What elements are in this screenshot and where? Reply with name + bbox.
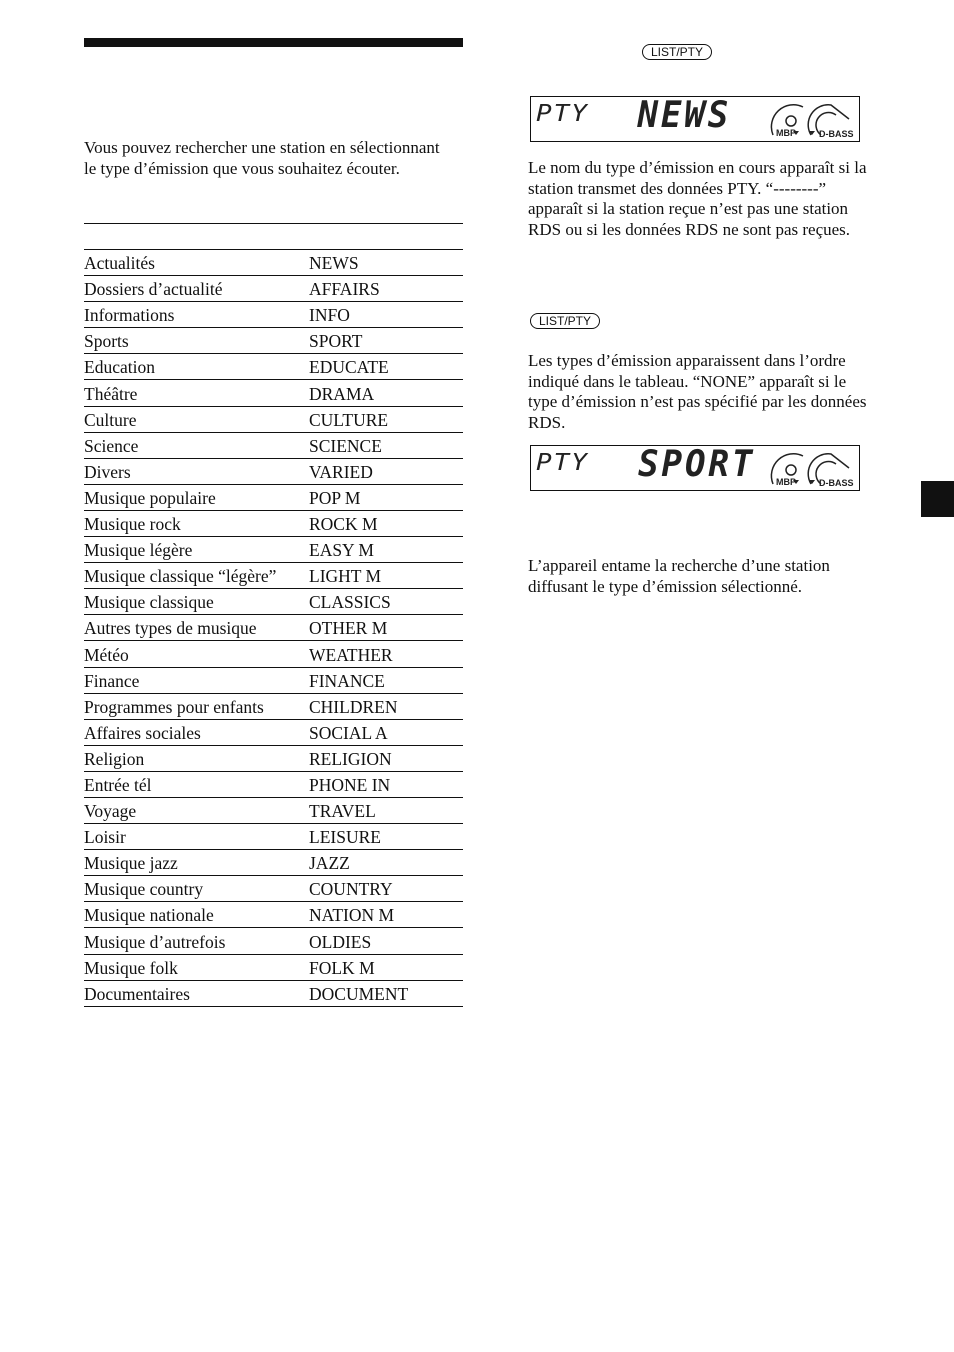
table-row bbox=[84, 824, 463, 850]
pty-table-body bbox=[84, 250, 463, 1007]
table-row bbox=[84, 693, 463, 719]
table-row bbox=[84, 615, 463, 641]
display-code-cell: CHILDREN bbox=[309, 693, 463, 719]
intro-paragraph: Vous pouvez rechercher une station en sélectionnant le type d’émission que vous souhaitez écouter. bbox=[84, 138, 440, 178]
program-type-cell: Musique classique bbox=[84, 589, 309, 615]
program-type-cell: Musique classique “légère” bbox=[84, 563, 309, 589]
display-code-cell: SPORT bbox=[309, 328, 463, 354]
program-type-cell: Loisir bbox=[84, 824, 309, 850]
program-type-cell: Théâtre bbox=[84, 380, 309, 406]
display-code-cell: AFFAIRS bbox=[309, 276, 463, 302]
table-header-row bbox=[84, 224, 463, 250]
section-header-rule bbox=[84, 38, 463, 47]
table-row bbox=[84, 250, 463, 276]
paragraph-order-info: Les types d’émission apparaissent dans l’ordre indiqué dans le tableau. “NONE” apparaît si le type d’émission n’est pas spécifié par les données RDS. bbox=[528, 351, 867, 432]
program-type-cell: Finance bbox=[84, 667, 309, 693]
display-code-cell: NATION M bbox=[309, 902, 463, 928]
table-row bbox=[84, 432, 463, 458]
program-type-cell: Culture bbox=[84, 406, 309, 432]
program-type-cell: Musique populaire bbox=[84, 484, 309, 510]
program-type-cell: Voyage bbox=[84, 797, 309, 823]
program-type-cell: Education bbox=[84, 354, 309, 380]
program-type-cell: Musique jazz bbox=[84, 850, 309, 876]
table-row bbox=[84, 876, 463, 902]
mbp-dbass-icon bbox=[531, 97, 861, 143]
table-row bbox=[84, 902, 463, 928]
program-type-cell: Musique légère bbox=[84, 537, 309, 563]
dbass-label: D-BASS bbox=[819, 129, 854, 139]
table-row bbox=[84, 328, 463, 354]
display-code-cell: FOLK M bbox=[309, 954, 463, 980]
table-row bbox=[84, 850, 463, 876]
program-type-cell: Météo bbox=[84, 641, 309, 667]
display-code-cell: FINANCE bbox=[309, 667, 463, 693]
program-type-cell: Programmes pour enfants bbox=[84, 693, 309, 719]
display-code-cell: EASY M bbox=[309, 537, 463, 563]
display-code-cell: INFO bbox=[309, 302, 463, 328]
table-row bbox=[84, 745, 463, 771]
table-row bbox=[84, 276, 463, 302]
display-code-cell: OTHER M bbox=[309, 615, 463, 641]
list-pty-button-2[interactable]: LIST/PTY bbox=[530, 313, 600, 329]
display-code-cell: POP M bbox=[309, 484, 463, 510]
display-code-cell: LEISURE bbox=[309, 824, 463, 850]
display-code-cell: ROCK M bbox=[309, 510, 463, 536]
program-type-cell: Autres types de musique bbox=[84, 615, 309, 641]
program-type-cell: Informations bbox=[84, 302, 309, 328]
table-row bbox=[84, 589, 463, 615]
display-code-cell: CULTURE bbox=[309, 406, 463, 432]
program-type-cell: Musique d’autrefois bbox=[84, 928, 309, 954]
program-type-cell: Affaires sociales bbox=[84, 719, 309, 745]
table-row bbox=[84, 719, 463, 745]
table-row bbox=[84, 563, 463, 589]
display-code-cell: DRAMA bbox=[309, 380, 463, 406]
program-type-cell: Entrée tél bbox=[84, 771, 309, 797]
program-type-cell: Musique folk bbox=[84, 954, 309, 980]
table-row bbox=[84, 771, 463, 797]
program-type-cell: Musique rock bbox=[84, 510, 309, 536]
display-code-cell: SOCIAL A bbox=[309, 719, 463, 745]
table-row bbox=[84, 980, 463, 1006]
table-row bbox=[84, 537, 463, 563]
table-row bbox=[84, 458, 463, 484]
lcd-display-sport bbox=[530, 445, 860, 491]
display-code-cell: DOCUMENT bbox=[309, 980, 463, 1006]
program-type-cell: Actualités bbox=[84, 250, 309, 276]
display-code-cell: LIGHT M bbox=[309, 563, 463, 589]
display-code-cell: JAZZ bbox=[309, 850, 463, 876]
table-row bbox=[84, 641, 463, 667]
paragraph-search-info: L’appareil entame la recherche d’une station diffusant le type d’émission sélectionné. bbox=[528, 556, 830, 596]
program-type-cell: Musique country bbox=[84, 876, 309, 902]
mbp-label: MBP bbox=[776, 128, 796, 138]
lcd-program-type: NEWS bbox=[637, 95, 732, 136]
list-pty-button[interactable]: LIST/PTY bbox=[642, 44, 712, 60]
program-type-cell: Religion bbox=[84, 745, 309, 771]
pty-table bbox=[84, 223, 463, 1007]
table-row bbox=[84, 380, 463, 406]
display-code-cell: OLDIES bbox=[309, 928, 463, 954]
program-type-cell: Science bbox=[84, 432, 309, 458]
display-code-cell: CLASSICS bbox=[309, 589, 463, 615]
paragraph-display-info: Le nom du type d’émission en cours apparaît si la station transmet des données PTY. “--------” apparaît si la station reçue n’est pas une station RDS ou si les données RDS ne sont pas reçues. bbox=[528, 158, 867, 239]
table-row bbox=[84, 510, 463, 536]
display-code-cell: TRAVEL bbox=[309, 797, 463, 823]
program-type-cell: Sports bbox=[84, 328, 309, 354]
mbp-dbass-icon bbox=[531, 446, 861, 492]
display-code-cell: COUNTRY bbox=[309, 876, 463, 902]
display-code-cell: RELIGION bbox=[309, 745, 463, 771]
lcd-program-type: SPORT bbox=[638, 444, 756, 485]
program-type-cell: Musique nationale bbox=[84, 902, 309, 928]
lcd-pty-label: PTY bbox=[536, 449, 589, 477]
program-type-cell: Divers bbox=[84, 458, 309, 484]
table-row bbox=[84, 667, 463, 693]
table-row bbox=[84, 302, 463, 328]
display-code-cell: SCIENCE bbox=[309, 432, 463, 458]
table-row bbox=[84, 484, 463, 510]
lcd-display-news bbox=[530, 96, 860, 142]
mbp-label: MBP bbox=[776, 477, 796, 487]
lcd-pty-label: PTY bbox=[536, 100, 589, 128]
display-code-cell: EDUCATE bbox=[309, 354, 463, 380]
display-code-cell: WEATHER bbox=[309, 641, 463, 667]
table-row bbox=[84, 928, 463, 954]
display-code-cell: NEWS bbox=[309, 250, 463, 276]
program-type-cell: Documentaires bbox=[84, 980, 309, 1006]
table-row bbox=[84, 797, 463, 823]
table-row bbox=[84, 406, 463, 432]
table-row bbox=[84, 954, 463, 980]
display-code-cell: VARIED bbox=[309, 458, 463, 484]
display-code-cell: PHONE IN bbox=[309, 771, 463, 797]
program-type-cell: Dossiers d’actualité bbox=[84, 276, 309, 302]
dbass-label: D-BASS bbox=[819, 478, 854, 488]
chapter-tab-marker bbox=[921, 481, 954, 517]
table-row bbox=[84, 354, 463, 380]
